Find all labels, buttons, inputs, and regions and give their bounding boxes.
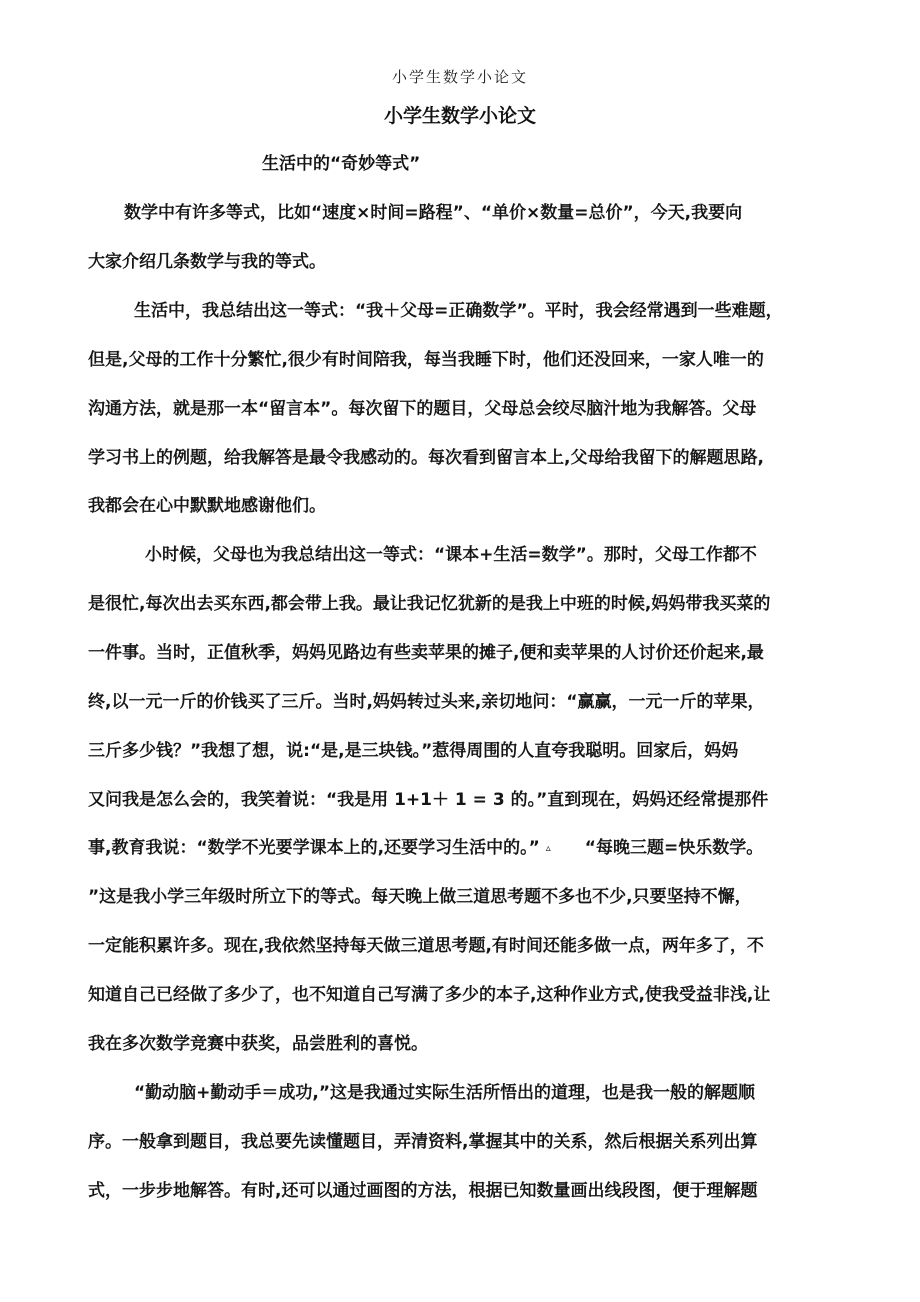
text-line: ”这是我小学三年级时所立下的等式。每天晚上做三道思考题不多也不少,只要坚持不懈， <box>88 887 752 907</box>
text-line: 是很忙,每次出去买东西,都会带上我。最让我记忆犹新的是我上中班的时候,妈妈带我买菜的 <box>88 594 771 614</box>
text-line: 序。一般拿到题目，我总要先读懂题目，弄清资料,掌握其中的关系，然后根据关系列出算 <box>88 1132 758 1152</box>
paragraph-mark-icon: ▵ <box>545 842 551 854</box>
document-title: 小学生数学小论文 <box>383 105 536 127</box>
text-line: 一定能积累许多。现在,我依然坚持每天做三道思考题,有时间还能多做一点，两年多了，不 <box>88 936 764 956</box>
document-subtitle: 生活中的“奇妙等式” <box>262 154 421 174</box>
text-line: 知道自己已经做了多少了，也不知道自己写满了多少的本子,这种作业方式,使我受益非浅,让 <box>88 985 771 1005</box>
text-line: 沟通方法，就是那一本“留言本”。每次留下的题目，父母总会绞尽脑汁地为我解答。父母 <box>88 399 757 419</box>
text-line-with-mark <box>88 833 763 858</box>
running-header: 小学生数学小论文 <box>391 68 528 86</box>
text-line: 我都会在心中默默地感谢他们。 <box>88 496 326 516</box>
text-line: 数学中有许多等式，比如“速度×时间=路程”、“单价×数量=总价”，今天,我要向 <box>124 203 743 223</box>
text-line: 又问我是怎么会的，我笑着说：“我是用 1+1＋ 1 = 3 的。”直到现在，妈妈还经常提那件 <box>88 790 769 810</box>
text-line: 我在多次数学竞赛中获奖，品尝胜利的喜悦。 <box>88 1034 428 1054</box>
text-line: 式，一步步地解答。有时,还可以通过画图的方法，根据已知数量画出线段图，便于理解题 <box>88 1181 758 1201</box>
text-line: 三斤多少钱？”我想了想，说:“是,是三块钱。”惹得周围的人直夸我聪明。回家后，妈妈 <box>88 741 739 761</box>
text-line: 大家介绍几条数学与我的等式。 <box>88 252 326 272</box>
text-line: 一件事。当时，正值秋季，妈妈见路边有些卖苹果的摊子,便和卖苹果的人讨价还价起来,最 <box>88 643 764 663</box>
text-line: 但是,父母的工作十分繁忙,很少有时间陪我，每当我睡下时，他们还没回来，一家人唯一的 <box>88 350 764 370</box>
text-line: 生活中，我总结出这一等式：“我＋父母=正确数学”。平时，我会经常遇到一些难题， <box>134 301 783 321</box>
text-line: 终,以一元一斤的价钱买了三斤。当时,妈妈转过头来,亲切地问：“赢赢，一元一斤的苹果， <box>88 692 765 712</box>
text-line: “勤动脑+勤动手＝成功,”这是我通过实际生活所悟出的道理，也是我一般的解题顺 <box>134 1083 756 1103</box>
text-line: 小时候，父母也为我总结出这一等式：“课本+生活=数学”。那时，父母工作都不 <box>145 545 757 565</box>
text-line: 学习书上的例题，给我解答是最令我感动的。每次看到留言本上,父母给我留下的解题思路, <box>88 448 764 468</box>
text-segment: 事,教育我说：“数学不光要学课本上的,还要学习生活中的。” <box>88 838 540 858</box>
text-segment: “每晚三题=快乐数学。 <box>584 838 764 858</box>
